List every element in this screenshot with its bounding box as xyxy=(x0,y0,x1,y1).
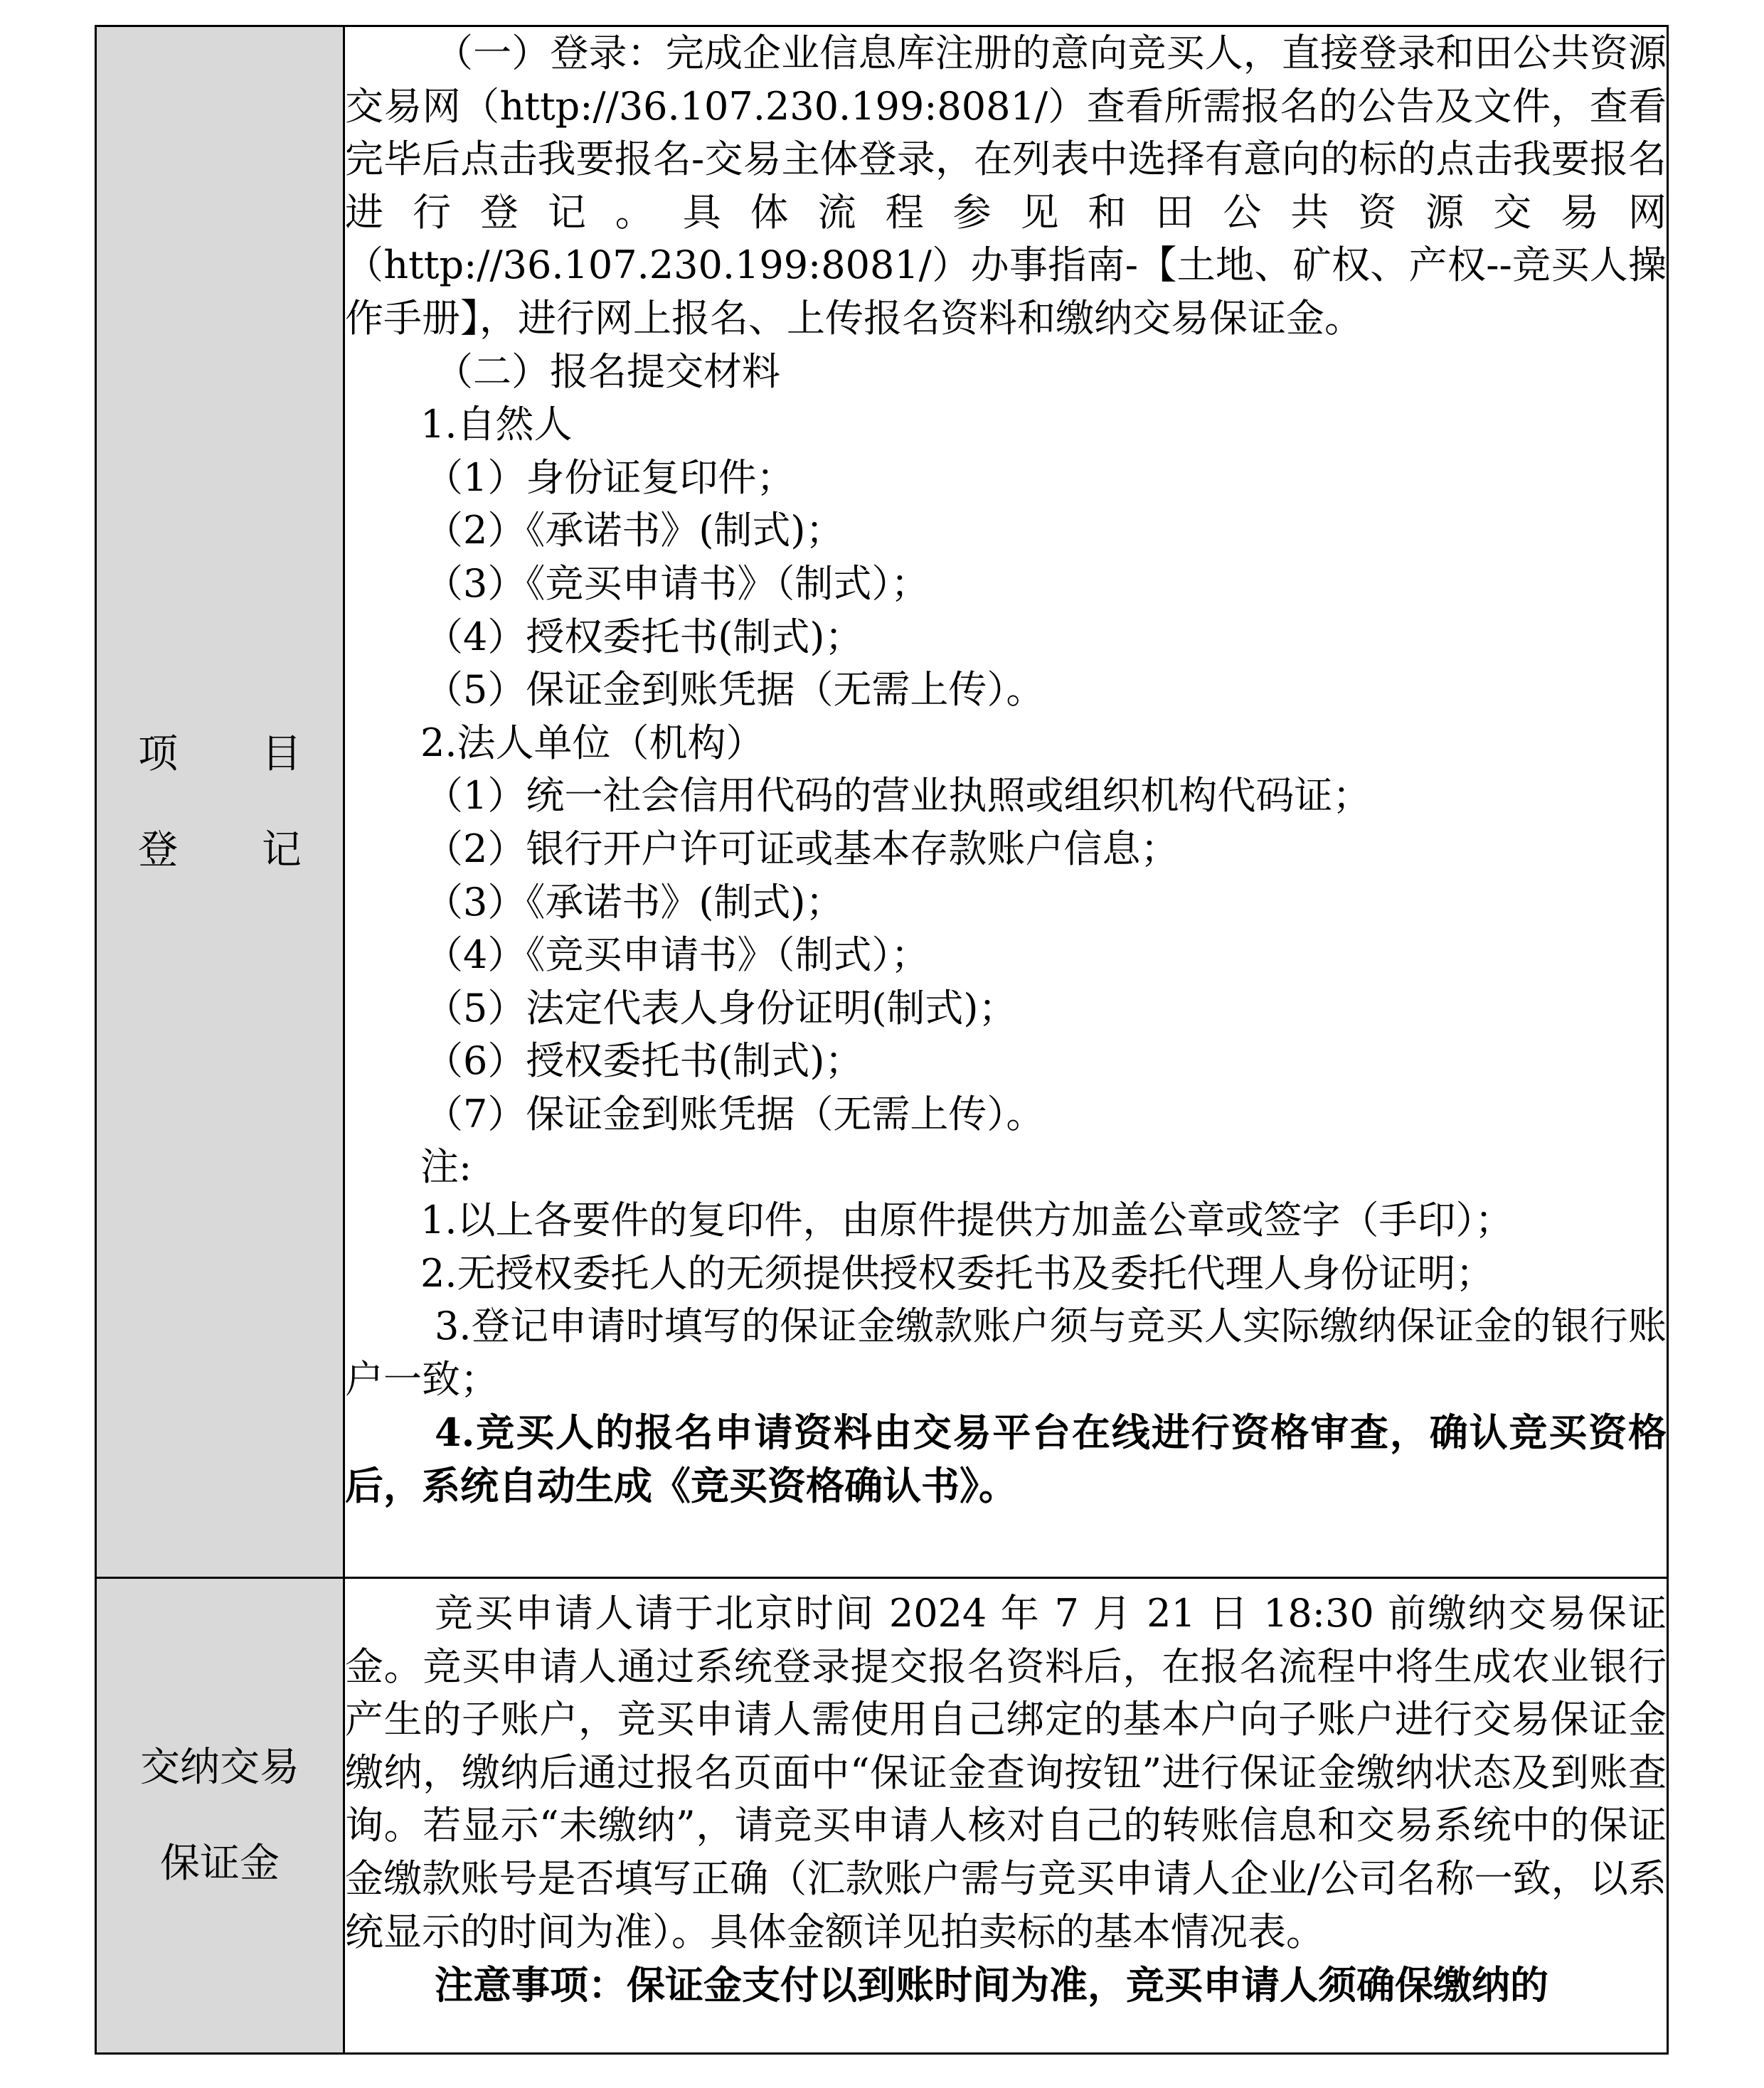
list-item: （5）保证金到账凭据（无需上传）。 xyxy=(425,667,1045,713)
note-item: 2.无授权委托人的无须提供授权委托书及委托代理人身份证明； xyxy=(420,1250,1494,1296)
paragraph-deposit: 竞买申请人请于北京时间 2024 年 7 月 21 日 18:30 前缴纳交易保证金。竞买申请人通过系统登录提交报名资料后，在报名流程中将生成农业银行产生的子账户，竞买申请人需使用自己绑定的基本户向子账户进行交易保证金缴纳，缴纳后通过报名页面中“保证金查询按钮”进行保证金缴纳状态及到账查询。若显示“未缴纳”，请竞买申请人核对自己的转账信息和交易系统中的保证金缴款账号是否填写正确（汇款账户需与竞买申请人企业/公司名称一致，以系统显示的时间为准）。具体金额详见拍卖标的基本情况表。 xyxy=(345,1591,1667,1954)
list-item: （5）法定代表人身份证明(制式)； xyxy=(425,985,1017,1030)
info-table xyxy=(95,25,1669,2055)
list-item: （3）《承诺书》(制式)； xyxy=(425,879,844,925)
section-heading-materials: （二）报名提交材料 xyxy=(435,348,780,394)
row-label-deposit xyxy=(96,1578,344,2054)
subheading-natural-person: 1.自然人 xyxy=(420,402,573,447)
list-item: （1）统一社会信用代码的营业执照或组织机构代码证； xyxy=(425,773,1371,819)
row-label-line: 项 目 xyxy=(138,730,337,777)
paragraph-notice: 注意事项：保证金支付以到账时间为准，竞买申请人须确保缴纳的 xyxy=(435,1962,1548,2008)
row-label-line: 交纳交易 xyxy=(140,1745,299,1791)
table-row-deposit xyxy=(96,1578,1668,2054)
table-row-registration xyxy=(96,26,1668,1578)
row-content-deposit xyxy=(344,1578,1668,2054)
list-item: （4）《竞买申请书》（制式）； xyxy=(425,932,930,978)
list-item: （4）授权委托书(制式)； xyxy=(425,614,864,659)
note-item-bold: 4.竞买人的报名申请资料由交易平台在线进行资格审查，确认竞买资格后，系统自动生成《竞买资格确认书》。 xyxy=(345,1410,1667,1509)
note-heading: 注: xyxy=(420,1144,472,1190)
row-label-registration xyxy=(96,26,344,1578)
list-item: （2）《承诺书》(制式)； xyxy=(425,508,844,553)
subheading-legal-entity: 2.法人单位（机构） xyxy=(420,720,765,765)
list-item: （1）身份证复印件； xyxy=(425,454,795,500)
row-label-line: 保证金 xyxy=(160,1841,280,1887)
list-item: （2）银行开户许可证或基本存款账户信息； xyxy=(425,826,1179,871)
list-item: （6）授权委托书(制式)； xyxy=(425,1038,864,1084)
row-label-line: 登 记 xyxy=(138,826,337,873)
note-item: 1.以上各要件的复印件，由原件提供方加盖公章或签字（手印）； xyxy=(420,1198,1514,1243)
paragraph-login: （一）登录：完成企业信息库注册的意向竞买人，直接登录和田公共资源交易网（http://36.107.230.199:8081/）查看所需报名的公告及文件，查看完毕后点击我要报名-交易主体登录，在列表中选择有意向的标的点击我要报名进行登记。具体流程参见和田公共资源交易网（http://36.107.230.199:8081/）办事指南-【土地、矿权、产权--竞买人操作手册】，进行网上报名、上传报名资料和缴纳交易保证金。 xyxy=(345,31,1667,341)
list-item: （7）保证金到账凭据（无需上传）。 xyxy=(425,1091,1045,1136)
row-content-registration xyxy=(344,26,1668,1578)
note-item: 3.登记申请时填写的保证金缴款账户须与竞买人实际缴纳保证金的银行账户一致； xyxy=(345,1304,1667,1402)
list-item: （3）《竞买申请书》（制式）； xyxy=(425,560,930,606)
